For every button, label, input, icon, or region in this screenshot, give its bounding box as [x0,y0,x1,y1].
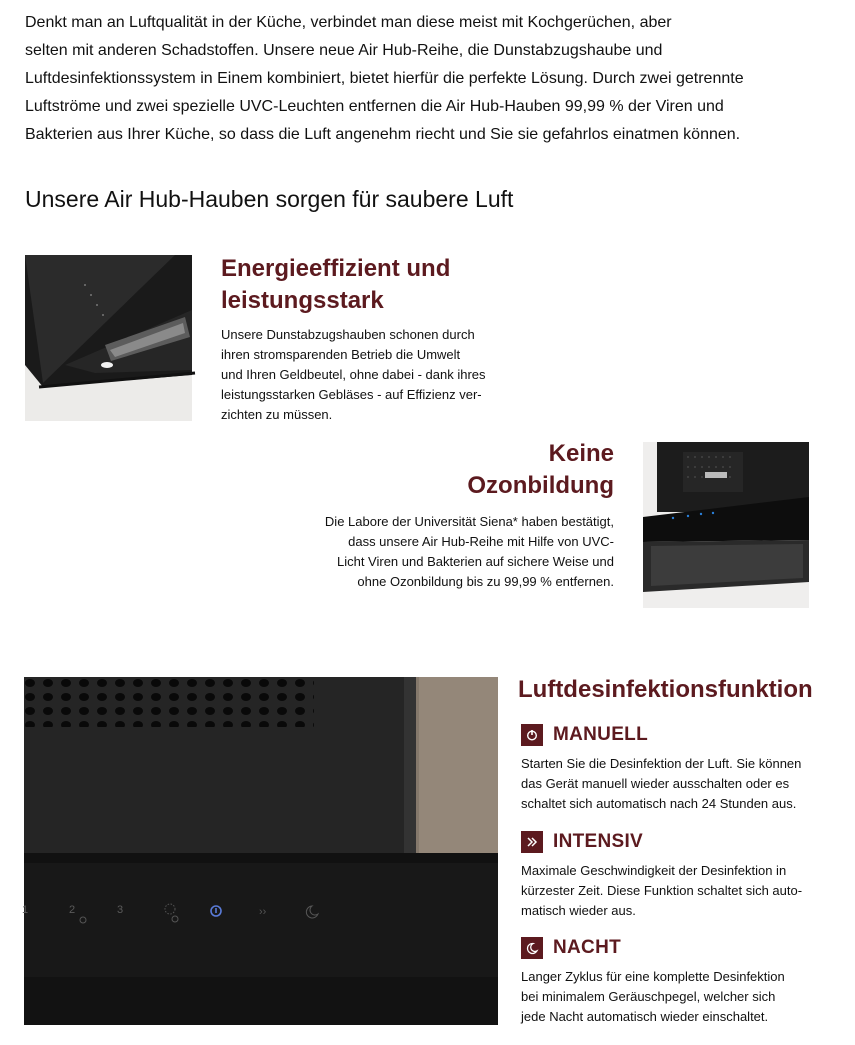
panel-digit-1: 1 [22,904,29,916]
mode-text-line: jede Nacht automatisch wieder einschaltet. [521,1009,769,1024]
intro-paragraph [25,9,825,149]
ozone-text-line: Licht Viren und Bakterien auf sichere Weise und [336,554,614,569]
energy-text-line: zichten zu müssen. [221,407,333,422]
energy-title-line: leistungsstark [221,287,384,314]
intro-line: Bakterien aus Ihrer Küche, so dass die Luft angenehm riecht und Sie sie gefahrlos einatmen können. [25,126,741,143]
mode-manual [521,724,831,814]
mode-night [521,937,831,1027]
energy-text-line: und Ihren Geldbeutel, ohne dabei - dank ihres [221,367,486,382]
energy-text-line: Unsere Dunstabzugshauben schonen durch [221,327,475,342]
energy-title [221,253,521,317]
double-chevron-icon [521,831,543,853]
mode-text-line: bei minimalem Geräuschpegel, welcher sich [521,989,776,1004]
mode-label: MANUELL [553,724,648,745]
ozone-title-line: Ozonbildung [467,472,614,499]
moon-icon [521,937,543,959]
mode-text-line: Starten Sie die Desinfektion der Luft. Sie können [521,756,802,771]
section-title: Unsere Air Hub-Hauben sorgen für saubere Luft [25,186,514,212]
mode-text-line: kürzester Zeit. Diese Funktion schaltet sich auto- [521,883,803,898]
mode-label: INTENSIV [553,831,644,852]
intro-line: Luftdesinfektionssystem in Einem kombiniert, bietet hierfür die perfekte Lösung. Durch zwei getrennte [25,70,744,87]
mode-text-line: schaltet sich automatisch nach 24 Stunden aus. [521,796,797,811]
ozone-text-line: dass unsere Air Hub-Reihe mit Hilfe von UVC- [348,534,614,549]
disinfection-title: Luftdesinfektionsfunktion [518,676,813,703]
energy-text-line: ihren stromsparenden Betrieb die Umwelt [221,347,461,362]
mode-text-line: das Gerät manuell wieder ausschalten oder es [521,776,790,791]
power-icon [521,724,543,746]
mode-text [521,861,831,921]
ozone-text-line: Die Labore der Universität Siena* haben bestätigt, [324,514,614,529]
mode-text-line: matisch wieder aus. [521,903,636,918]
mode-text [521,754,831,814]
mode-text-line: Maximale Geschwindigkeit der Desinfektion in [521,863,787,878]
mode-label: NACHT [553,937,621,958]
ozone-text [300,512,614,592]
panel-digit-2: 2 [69,904,76,916]
ozone-title-line: Keine [548,440,614,467]
control-panel-image [24,677,498,1025]
mode-intensive [521,831,831,921]
mode-text [521,967,831,1027]
energy-text [221,325,506,425]
intro-line: Luftströme und zwei spezielle UVC-Leuchten entfernen die Air Hub-Hauben 99,99 % der Viren und [25,98,724,115]
mode-text-line: Langer Zyklus für eine komplette Desinfektion [521,969,785,984]
ozone-title [380,438,614,502]
hood-angled-image [25,255,192,421]
intro-line: Denkt man an Luftqualität in der Küche, verbindet man diese meist mit Kochgerüchen, aber [25,14,672,31]
intro-line: selten mit anderen Schadstoffen. Unsere neue Air Hub-Reihe, die Dunstabzugshaube und [25,42,663,59]
panel-intensive-icon: ›› [259,906,267,918]
ozone-text-line: ohne Ozonbildung bis zu 99,99 % entfernen. [357,574,614,589]
hood-front-image [643,442,809,608]
panel-digit-3: 3 [117,904,124,916]
energy-text-line: leistungsstarken Gebläses - auf Effizienz ver- [221,387,482,402]
energy-title-line: Energieeffizient und [221,255,451,282]
